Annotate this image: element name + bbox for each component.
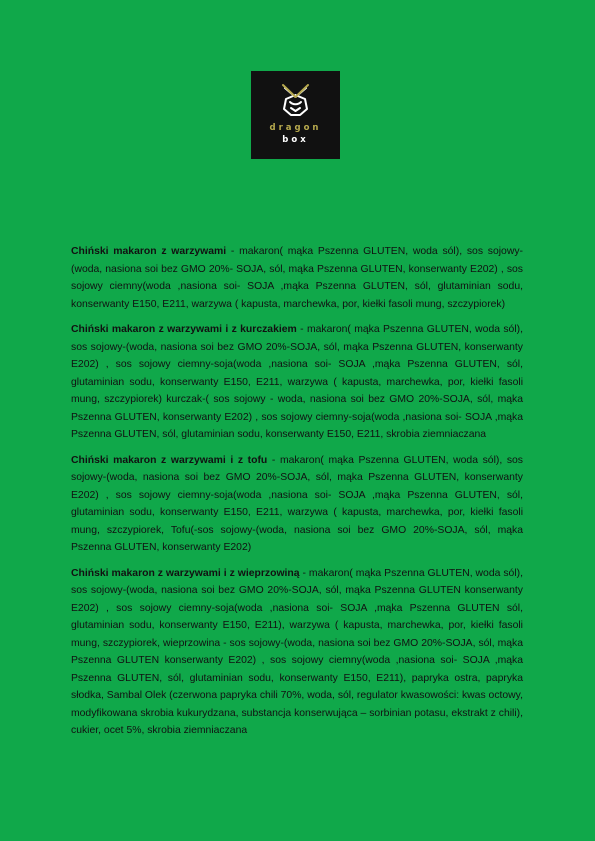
dragon-head-icon <box>251 71 340 159</box>
dish-title: Chiński makaron z warzywami <box>71 246 227 257</box>
dish-ingredients: - makaron( mąka Pszenna GLUTEN, woda sól), sos sojowy-(woda, nasiona soi bez GMO 20%-SOJA, sól, mąka Pszenna GLUTEN, konserwanty E202) , sos sojowy ciemny-soja(woda ,nasiona soi- SOJA ,mąka Pszenna GLUTEN, sól, glutaminian sodu, konserwanty E150, E211, warzywa ( kapusta, marchewka, por, kiełki fasoli mung, szczypiorek) kurczak-( sos sojowy - woda, nasiona soi bez GMO 20%-SOJA, sól, mąka Pszenna GLUTEN, konserwanty E202) , sos sojowy ciemny-soja(woda ,nasiona soi- SOJA ,mąka Pszenna GLUTEN, sól, glutaminian sodu, konserwanty E150, E211, skrobia ziemniaczana <box>71 324 523 440</box>
ingredient-paragraph <box>71 243 523 313</box>
ingredients-list <box>71 243 523 748</box>
dish-ingredients: - makaron( mąka Pszenna GLUTEN, woda sól), sos sojowy-(woda, nasiona soi bez GMO 20%-SOJA, sól, mąka Pszenna GLUTEN konserwanty E202) , sos sojowy ciemny-soja(woda ,nasiona soi- SOJA ,mąka Pszenna GLUTEN sól, glutaminian sodu, konserwanty E150, E211), warzywa ( kapusta, marchewka, por, kiełki fasoli mung, szczypiorek, wieprzowina - sos sojowy-(woda, nasiona soi bez GMO 20%-SOJA, sól, mąka Pszenna GLUTEN konserwanty E202) , sos sojowy ciemny(woda ,nasiona soi- SOJA ,mąka Pszenna GLUTEN, sól, glutaminian sodu, konserwanty E150, E211), papryka ostra, papryka słodka, Sambal Olek (czerwona papryka chili 70%, woda, sól, regulator kwasowości: kwas octowy, modyfikowana skrobia kukurydzana, substancja konserwująca – sorbinian potasu, ekstrakt z chili), cukier, ocet 5%, skrobia ziemniaczana <box>71 567 523 736</box>
ingredient-paragraph <box>71 565 523 740</box>
ingredient-paragraph <box>71 321 523 444</box>
ingredient-paragraph <box>71 452 523 557</box>
dish-title: Chiński makaron z warzywami i z wieprzowiną <box>71 567 300 579</box>
logo-word-dragon: dragon <box>269 123 322 133</box>
logo-word-box: box <box>282 135 309 145</box>
dish-ingredients: - makaron( mąka Pszenna GLUTEN, woda sól), sos sojowy-(woda, nasiona soi bez GMO 20%- SOJA, sól, mąka Pszenna GLUTEN, konserwanty E202) , sos sojowy ciemny(woda ,nasiona soi- SOJA ,mąka Pszenna GLUTEN, sól, glutaminian sodu, konserwanty E150, E211, warzywa ( kapusta, marchewka, por, kiełki fasoli mung, szczypiorek) <box>71 246 523 310</box>
dish-ingredients: - makaron( mąka Pszenna GLUTEN, woda sól), sos sojowy-(woda, nasiona soi bez GMO 20%-SOJA, sól, mąka Pszenna GLUTEN, konserwanty E202) , sos sojowy ciemny-soja(woda ,nasiona soi- SOJA ,mąka Pszenna GLUTEN, sól, glutaminian sodu, konserwanty E150, E211, warzywa ( kapusta, marchewka, por, kiełki fasoli mung, szczypiorek, Tofu(-sos sojowy-(woda, nasiona soi bez GMO 20%-SOJA, sól, mąka Pszenna GLUTEN, konserwanty E202) <box>71 454 524 553</box>
dish-title: Chiński makaron z warzywami i z kurczakiem <box>71 324 297 335</box>
brand-logo <box>251 71 340 159</box>
dish-title: Chiński makaron z warzywami i z tofu <box>71 454 268 466</box>
